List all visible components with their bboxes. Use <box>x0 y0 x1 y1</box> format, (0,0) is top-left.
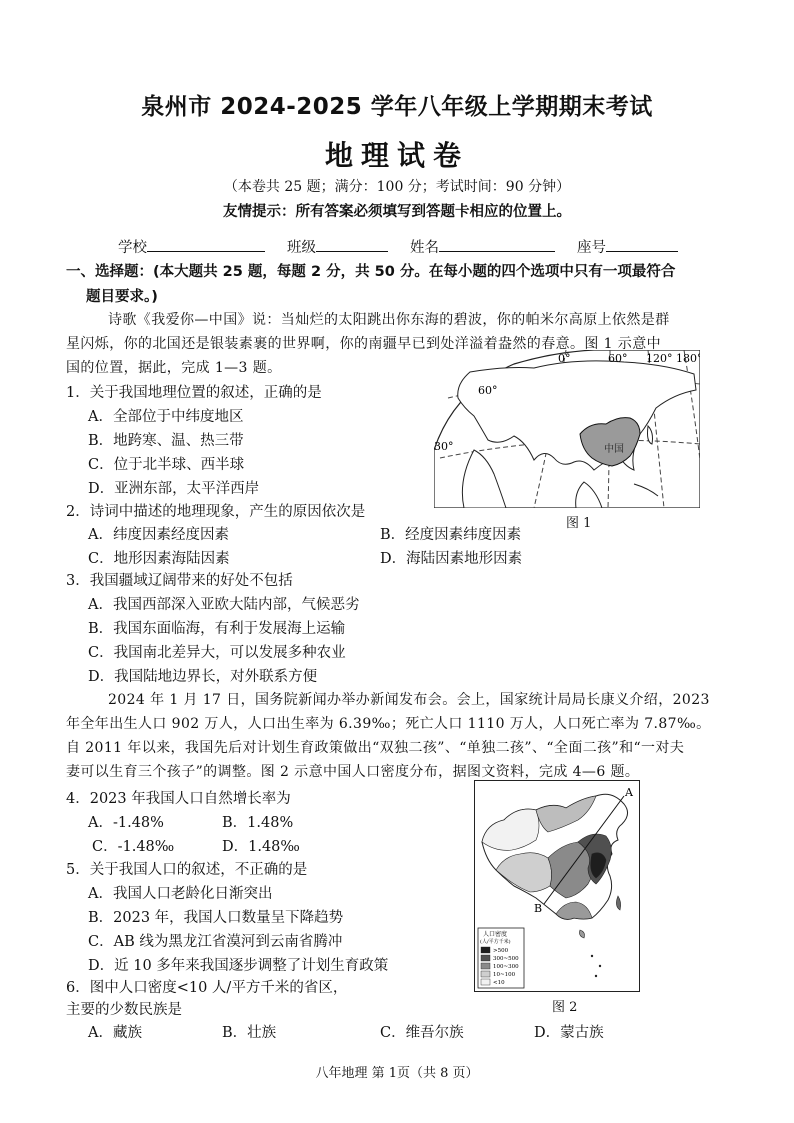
seat-label: 座号 <box>577 240 606 256</box>
q1-option-d[interactable]: D．亚洲东部，太平洋西岸 <box>88 481 260 497</box>
q4-option-c[interactable]: C．-1.48‰ <box>92 839 175 855</box>
point-b: B <box>534 902 543 915</box>
q5-option-a[interactable]: A．我国人口老龄化日渐突出 <box>88 886 273 902</box>
exam-note: （本卷共 25 题；满分：100 分；考试时间：90 分钟） <box>223 179 571 195</box>
section-heading-cont: 题目要求。) <box>86 289 158 305</box>
passage2-line4: 妻可以生育三个孩子”的调整。图 2 示意中国人口密度分布，据图文资料，完成 4—6 题。 <box>66 764 640 780</box>
figure1-caption: 图 1 <box>566 516 592 531</box>
passage1-line3: 国的位置，据此，完成 1—3 题。 <box>66 360 282 376</box>
q4-option-b[interactable]: B．1.48% <box>222 815 294 831</box>
lat-label-60: 60° <box>478 384 498 397</box>
passage1-line2: 星闪烁，你的北国还是银装素裹的世界啊，你的南疆早已到处洋溢着盎然的春意。图 1 示意中 <box>66 336 662 352</box>
q1-stem: 1．关于我国地理位置的叙述，正确的是 <box>66 385 322 401</box>
lat-label-30: 30° <box>434 440 454 453</box>
q5-option-d[interactable]: D．近 10 多年来我国逐步调整了计划生育政策 <box>88 958 389 974</box>
q2-option-c[interactable]: C．地形因素海陆因素 <box>88 551 230 567</box>
legend-unit: (人/平方千米) <box>480 939 511 945</box>
point-a: A <box>625 786 633 799</box>
lon-label-120: 120° <box>646 352 673 365</box>
q6-option-b[interactable]: B．壮族 <box>222 1025 277 1041</box>
legend-item: 100~300 <box>493 964 519 970</box>
school-field[interactable] <box>147 237 265 252</box>
q2-option-d[interactable]: D．海陆因素地形因素 <box>380 551 523 567</box>
legend-item: <10 <box>493 980 505 986</box>
q1-option-c[interactable]: C．位于北半球、西半球 <box>88 457 245 473</box>
figure2-caption: 图 2 <box>552 1000 578 1015</box>
legend-item: 10~100 <box>493 972 516 978</box>
q6-option-d[interactable]: D．蒙古族 <box>534 1025 604 1041</box>
lon-label-60: 60° <box>608 352 628 365</box>
legend-item: 300~500 <box>493 956 519 962</box>
china-label: 中国 <box>604 444 624 455</box>
q4-option-d[interactable]: D．1.48‰ <box>222 839 300 855</box>
q4-option-a[interactable]: A．-1.48% <box>88 815 164 831</box>
q6-stem-cont: 主要的少数民族是 <box>66 1002 182 1018</box>
legend-title: 人口密度 <box>483 931 508 938</box>
class-label: 班级 <box>287 240 316 256</box>
legend-item: >500 <box>493 948 509 954</box>
figure2-map <box>474 780 640 992</box>
q5-stem: 5．关于我国人口的叙述，不正确的是 <box>66 862 308 878</box>
figure1-map <box>434 350 700 508</box>
q6-option-c[interactable]: C．维吾尔族 <box>380 1025 464 1041</box>
student-info <box>118 236 678 257</box>
seat-field[interactable] <box>606 237 678 252</box>
q2-stem: 2．诗词中描述的地理现象，产生的原因依次是 <box>66 504 366 520</box>
passage2-line2: 年全年出生人口 902 万人，人口出生率为 6.39‰；死亡人口 1110 万人，人口死亡率为 7.87‰。 <box>66 716 711 732</box>
q2-option-b[interactable]: B．经度因素纬度因素 <box>380 527 522 543</box>
q6-stem: 6．图中人口密度<10 人/平方千米的省区， <box>66 980 348 996</box>
q4-stem: 4．2023 年我国人口自然增长率为 <box>66 791 291 807</box>
q5-option-c[interactable]: C．AB 线为黑龙江省漠河到云南省腾冲 <box>88 934 343 950</box>
q3-option-d[interactable]: D．我国陆地边界长，对外联系方便 <box>88 669 318 685</box>
q3-option-c[interactable]: C．我国南北差异大，可以发展多种农业 <box>88 645 346 661</box>
q6-option-a[interactable]: A．藏族 <box>88 1025 142 1041</box>
section-heading: 一、选择题：(本大题共 25 题，每题 2 分，共 50 分。在每小题的四个选项中只有一项最符合 <box>66 264 676 280</box>
passage1-line1: 诗歌《我爱你—中国》说：当灿烂的太阳跳出你东海的碧波，你的帕米尔高原上依然是群 <box>108 312 670 328</box>
passage2-line1: 2024 年 1 月 17 日，国务院新闻办举办新闻发布会。会上，国家统计局局长康义介绍，2023 <box>108 692 710 708</box>
q3-stem: 3．我国疆域辽阔带来的好处不包括 <box>66 573 293 589</box>
lon-label-0: 0° <box>558 352 571 365</box>
name-label: 姓名 <box>410 240 439 256</box>
q1-option-b[interactable]: B．地跨寒、温、热三带 <box>88 433 244 449</box>
q3-option-b[interactable]: B．我国东面临海，有利于发展海上运输 <box>88 621 346 637</box>
page-title: 地理试卷 <box>324 139 469 172</box>
exam-title: 泉州市 2024-2025 学年八年级上学期期末考试 <box>141 94 653 120</box>
page-footer: 八年地理 第 1页（共 8 页） <box>315 1066 479 1081</box>
q1-option-a[interactable]: A．全部位于中纬度地区 <box>88 409 244 425</box>
q2-option-a[interactable]: A．纬度因素经度因素 <box>88 527 229 543</box>
q5-option-b[interactable]: B．2023 年，我国人口数量呈下降趋势 <box>88 910 344 926</box>
exam-tip: 友情提示：所有答案必须填写到答题卡相应的位置上。 <box>223 204 571 220</box>
passage2-line3: 自 2011 年以来，我国先后对计划生育政策做出“双独二孩”、“单独二孩”、“全面二孩”和“一对夫 <box>66 740 685 756</box>
name-field[interactable] <box>439 237 555 252</box>
q3-option-a[interactable]: A．我国西部深入亚欧大陆内部，气候恶劣 <box>88 597 360 613</box>
class-field[interactable] <box>316 237 388 252</box>
lon-label-180: 180° <box>676 352 700 365</box>
school-label: 学校 <box>118 240 147 256</box>
